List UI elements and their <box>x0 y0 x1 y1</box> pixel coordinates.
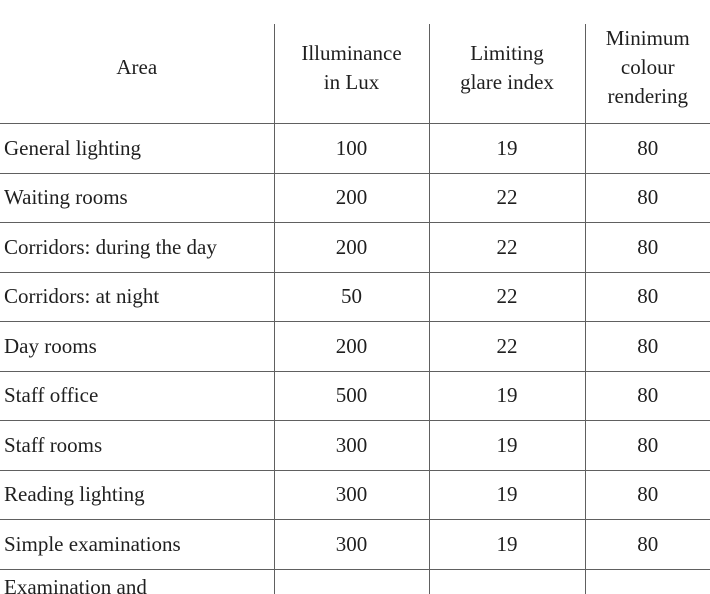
cell-glare: 19 <box>429 421 585 471</box>
cell-rendering: 80 <box>585 173 710 223</box>
cell-area: Corridors: at night <box>0 272 274 322</box>
table-row <box>0 470 710 520</box>
cell-area: Staff rooms <box>0 421 274 471</box>
cell-illuminance: 200 <box>274 223 429 273</box>
cell-illuminance: 500 <box>274 371 429 421</box>
cell-rendering: 80 <box>585 520 710 570</box>
table-row <box>0 322 710 372</box>
cell-illuminance: 300 <box>274 520 429 570</box>
column-header-illuminance-line1: Illuminance <box>301 40 402 65</box>
table-row <box>0 173 710 223</box>
table-row <box>0 223 710 273</box>
cell-area: Waiting rooms <box>0 173 274 223</box>
cell-rendering: 80 <box>585 421 710 471</box>
column-header-area-label: Area <box>116 55 158 79</box>
cell-illuminance: 300 <box>274 470 429 520</box>
column-header-rendering-line1: Minimum <box>605 26 690 50</box>
cell-illuminance: 200 <box>274 322 429 372</box>
table-row <box>0 124 710 174</box>
column-header-rendering-line2: colour <box>620 55 675 79</box>
cell-area: Reading lighting <box>0 470 274 520</box>
header-row <box>0 24 710 124</box>
lighting-requirements-table <box>0 24 710 594</box>
cell-area: Examination and <box>4 574 147 594</box>
cell-glare <box>429 569 585 594</box>
cell-rendering: 80 <box>585 371 710 421</box>
column-header-glare-line1: Limiting <box>470 40 544 65</box>
cell-rendering: 80 <box>585 124 710 174</box>
cell-rendering <box>585 569 710 594</box>
cell-illuminance: 200 <box>274 173 429 223</box>
cell-area: Simple examinations <box>0 520 274 570</box>
table-row-partial <box>0 569 710 594</box>
cell-glare: 22 <box>429 223 585 273</box>
cell-glare: 19 <box>429 520 585 570</box>
table-row <box>0 272 710 322</box>
cell-area: Corridors: during the day <box>0 223 274 273</box>
cell-glare: 22 <box>429 173 585 223</box>
cell-glare: 22 <box>429 272 585 322</box>
cell-area: Day rooms <box>0 322 274 372</box>
column-header-rendering <box>585 24 710 124</box>
column-header-illuminance-line2: in Lux <box>323 69 380 94</box>
table-row <box>0 421 710 471</box>
column-header-glare <box>429 24 585 124</box>
cell-illuminance: 300 <box>274 421 429 471</box>
column-header-area <box>0 24 274 124</box>
cell-rendering: 80 <box>585 272 710 322</box>
table-row <box>0 371 710 421</box>
cell-rendering: 80 <box>585 470 710 520</box>
cell-glare: 19 <box>429 470 585 520</box>
cell-glare: 19 <box>429 124 585 174</box>
cell-glare: 22 <box>429 322 585 372</box>
table-row <box>0 520 710 570</box>
cell-area: Staff office <box>0 371 274 421</box>
cell-rendering: 80 <box>585 322 710 372</box>
cell-glare: 19 <box>429 371 585 421</box>
cell-area: General lighting <box>0 124 274 174</box>
cell-illuminance: 100 <box>274 124 429 174</box>
cell-rendering: 80 <box>585 223 710 273</box>
cell-illuminance <box>274 569 429 594</box>
column-header-rendering-line3: rendering <box>607 84 688 108</box>
column-header-illuminance <box>274 24 429 124</box>
column-header-glare-line2: glare index <box>460 69 554 94</box>
cell-illuminance: 50 <box>274 272 429 322</box>
